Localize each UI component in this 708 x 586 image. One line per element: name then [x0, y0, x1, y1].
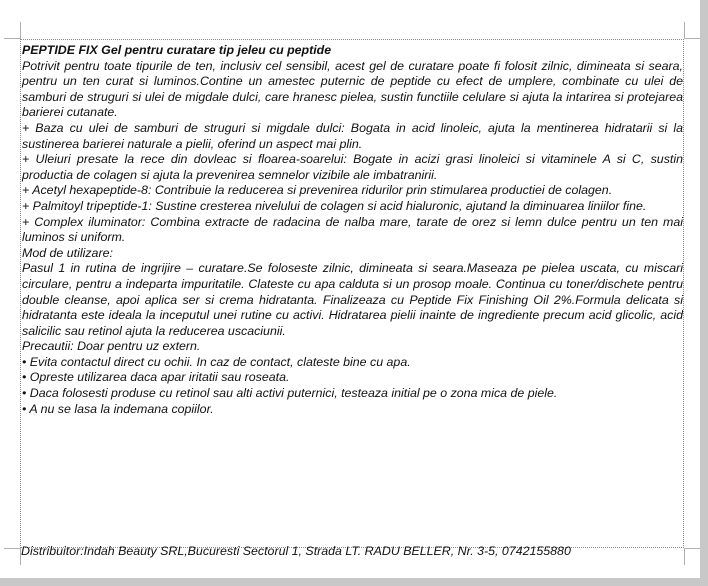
precaution-item: • A nu se lasa la indemana copiilor.: [22, 401, 214, 416]
ingredient-item: + Complex iluminator: Combina extracte de radacina de nalba mare, tarate de orez si lemn dulce pentru un ten mai luminos si uniform.: [22, 214, 683, 245]
precautions-heading: Precautii: Doar pentru uz extern.: [22, 339, 201, 354]
ingredient-item: + Uleiuri presate la rece din dovleac si floarea-soarelui: Bogate in acizi grasi linoleici si vitaminele A si C, sustin productia de colagen si ajuta la prevenirea semnelor vizibile ale imbatranirii.: [22, 152, 683, 182]
page-corner-mark-bottom-right: [684, 548, 701, 565]
product-title: PEPTIDE FIX Gel pentru curatare tip jeleu cu peptide: [22, 43, 332, 57]
text-frame[interactable]: [20, 39, 684, 548]
precaution-item: • Opreste utilizarea daca apar iritatii sau roseata.: [22, 370, 290, 385]
intro-paragraph: Potrivit pentru toate tipurile de ten, inclusiv cel sensibil, acest gel de curatare poate fi folosit zilnic, dimineata si seara, pentru un ten curat si luminos.Contine un amestec puternic de peptide cu efect de umplere, combinate cu ulei de samburi de struguri si ulei de migdale dulci, care hranesc pielea, sustin functiile celulare si ajuta la intarirea si protejarea barierei cutanate.: [22, 58, 683, 120]
usage-heading: Mod de utilizare:: [22, 245, 113, 260]
page-corner-mark-bottom-left: [4, 548, 21, 565]
ingredient-item: + Palmitoyl tripeptide-1: Sustine cresterea nivelului de colagen si acid hialuronic, ajutand la diminuarea liniilor fine.: [22, 198, 647, 213]
ingredient-item: + Acetyl hexapeptide-8: Contribuie la reducerea si prevenirea ridurilor prin stimularea productiei de colagen.: [22, 183, 613, 198]
distributor-line: Distribuitor:Indah Beauty SRL,Bucuresti Sectorul 1, Strada LT. RADU BELLER, Nr. 3-5, 0742155880: [21, 544, 571, 558]
precaution-item: • Evita contactul direct cu ochii. In caz de contact, clateste bine cu apa.: [22, 354, 411, 369]
page-corner-mark-top-left: [4, 22, 21, 39]
ingredient-item: + Baza cu ulei de samburi de struguri si migdale dulci: Bogata in acid linoleic, ajuta la mentinerea hidratarii si la sustinerea barierei naturale a pielii, oferind un aspect mai plin.: [22, 120, 683, 151]
page-corner-mark-top-right: [684, 22, 701, 39]
workspace-background-right: [700, 0, 708, 586]
workspace-background-bottom: [0, 578, 708, 586]
precaution-item: • Daca folosesti produse cu retinol sau alti activi puternici, testeaza initial pe o zona mica de piele.: [22, 386, 558, 401]
usage-paragraph: Pasul 1 in rutina de ingrijire – curatare.Se foloseste zilnic, dimineata si seara.Maseaza pe pielea uscata, cu miscari circulare, pentru a indeparta impuritatile. Clateste cu apa calduta si un prosop moale. Continua cu toner/dischete pentru double cleanse, apoi aplica ser si crema hidratanta. Finalizeaza cu Peptide Fix Finishing Oil 2%.Formula delicata si hidratanta este ideala la inceputul unei rutine cu activi. Hidratarea pielii inainte de ingrediente precum acid glicolic, acid salicilic sau retinol ajuta la reducerea uscaciunii.: [22, 261, 683, 338]
